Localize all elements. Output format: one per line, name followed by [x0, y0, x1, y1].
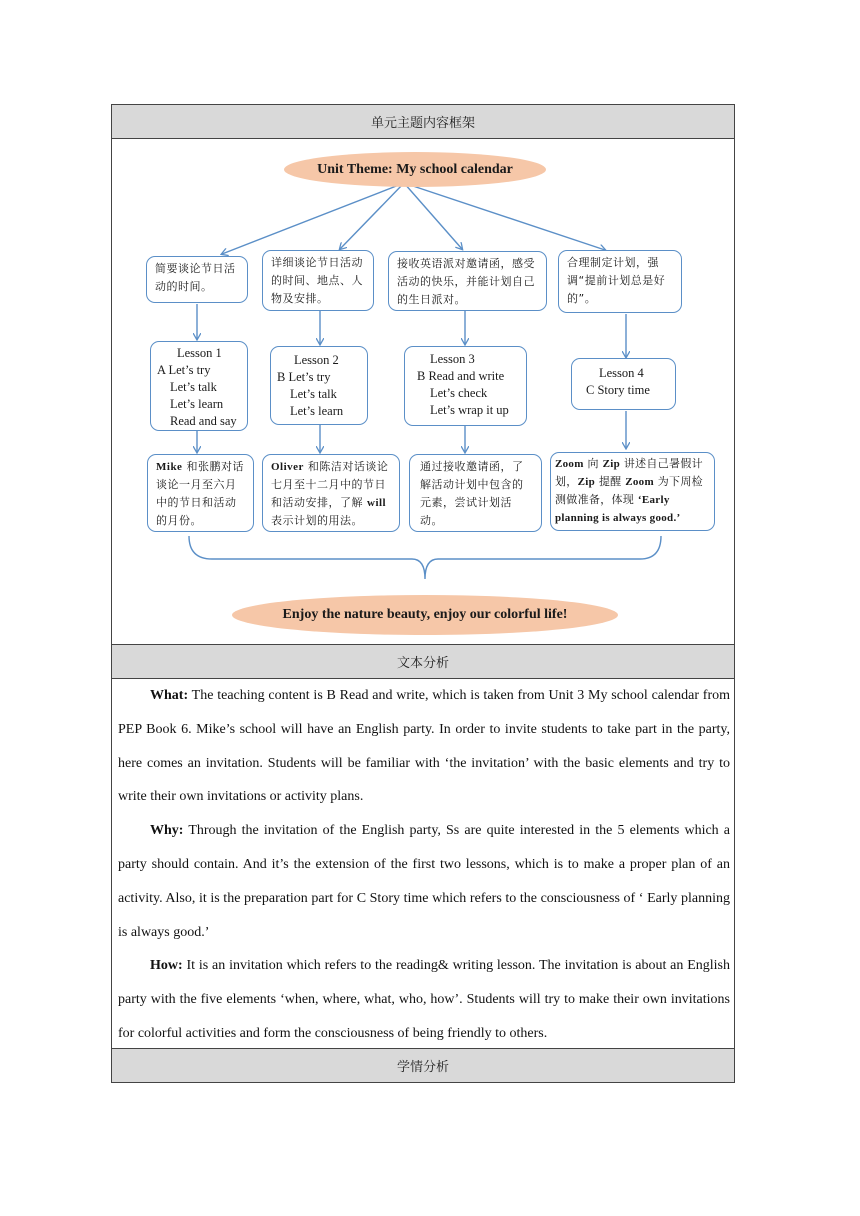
- detail-2-text-end: 表示计划的用法。: [271, 514, 363, 527]
- lesson-1-item: Read and say: [170, 414, 237, 428]
- unit-framework-diagram: [112, 139, 734, 644]
- goal-text-1: 简要谈论节日活动的时间。: [155, 262, 236, 293]
- what-paragraph: [118, 679, 730, 814]
- summary-brace: [189, 536, 661, 579]
- lesson-2-title: Lesson 2: [294, 353, 339, 367]
- why-label: Why:: [150, 823, 184, 839]
- why-text: Through the invitation of the English party, Ss are quite interested in the 5 elements which a party should contain. And it’s the extension of the first two lessons, which is to make a proper plan of an activity. Also, it is the preparation part for C Story time which refers to the consciousness of ‘ Early planning is always good.’: [118, 823, 730, 940]
- lesson-1-item: A Let’s try: [157, 363, 211, 377]
- lesson-4-item: C Story time: [586, 383, 650, 397]
- lesson-plan-table: [111, 104, 735, 1083]
- summary-theme-oval: [232, 595, 618, 635]
- detail-1-name: Mike: [156, 461, 183, 473]
- how-paragraph: [118, 949, 730, 1050]
- lesson-box-2: [270, 346, 368, 425]
- how-text: It is an invitation which refers to the reading& writing lesson. The invitation is about an English party with the five elements ‘when, where, what, who, how’. Students will try to make their own invitations for colorful activities and form the consciousness of being friendly to others.: [118, 958, 730, 1041]
- framework-header: [112, 105, 734, 139]
- detail-box-3: [409, 454, 542, 532]
- unit-theme-text: Unit Theme: My school calendar: [317, 161, 513, 177]
- lesson-2-item: Let’s learn: [290, 404, 344, 418]
- detail-4-name: Zoom: [555, 458, 584, 470]
- detail-4-name-4: Zoom: [625, 476, 654, 488]
- how-label: How:: [150, 958, 183, 974]
- lesson-3-item: Let’s wrap it up: [430, 403, 509, 417]
- goal-box-1: [146, 256, 248, 303]
- detail-4-text-3: 提醒: [595, 475, 626, 488]
- detail-4-name-3: Zip: [577, 476, 596, 488]
- goal-text-4: 合理制定计划，强调“提前计划总是好的”。: [567, 256, 666, 305]
- detail-2-text: 和陈洁对话谈论七月至十二月中的节日和活动安排，了解: [271, 460, 389, 509]
- goal-box-3: [388, 251, 547, 311]
- detail-4-name-2: Zip: [602, 458, 621, 470]
- lesson-2-item: B Let’s try: [277, 370, 331, 384]
- lesson-3-title: Lesson 3: [430, 352, 475, 366]
- detail-4-text: 向: [583, 457, 603, 470]
- detail-4-text-4: 为下周检测做准备，体现: [555, 475, 703, 506]
- text-analysis-body: [112, 679, 734, 1051]
- lesson-box-1: [150, 341, 248, 431]
- unit-theme-oval: [284, 152, 546, 187]
- learner-analysis-header: [112, 1048, 734, 1082]
- goal-text-2: 详细谈论节日活动的时间、地点、人物及安排。: [271, 256, 363, 305]
- text-analysis-header: [112, 644, 734, 679]
- framework-title: 单元主题内容框架: [370, 116, 475, 131]
- arrow-theme-goal-1: [222, 183, 404, 254]
- detail-box-1: [147, 454, 254, 532]
- lesson-2-item: Let’s talk: [290, 387, 337, 401]
- detail-4-text-2: 讲述自己暑假计划，: [555, 457, 703, 488]
- detail-2-name: Oliver: [271, 461, 304, 473]
- what-text: The teaching content is B Read and write, which is taken from Unit 3 My school calendar from PEP Book 6. Mike’s school will have an English party. In order to invite students to take part in the party, here comes an invitation. Students will be familiar with ‘the invitation’ with the basic elements and try to write their own invitations or activity plans.: [118, 688, 730, 805]
- lesson-3-item: B Read and write: [417, 369, 505, 383]
- detail-3-text: 通过接收邀请函，了解活动计划中包含的元素，尝试计划活动。: [420, 460, 524, 527]
- detail-box-2: [262, 454, 400, 532]
- lesson-1-title: Lesson 1: [177, 346, 222, 360]
- why-paragraph: [118, 814, 730, 949]
- goal-box-2: [262, 250, 374, 311]
- detail-4-quote: ‘Early planning is always good.’: [555, 494, 681, 524]
- detail-2-keyword: will: [367, 497, 387, 509]
- lesson-1-item: Let’s learn: [170, 397, 224, 411]
- lesson-box-4: [571, 358, 676, 410]
- text-analysis-title: 文本分析: [396, 656, 449, 671]
- lesson-1-item: Let’s talk: [170, 380, 217, 394]
- detail-1-text: 和张鹏对话谈论一月至六月中的节日和活动的月份。: [156, 460, 244, 527]
- learner-analysis-title: 学情分析: [396, 1060, 449, 1075]
- goal-text-3: 接收英语派对邀请函，感受活动的快乐，并能计划自己的生日派对。: [397, 257, 535, 306]
- what-label: What:: [150, 688, 189, 703]
- arrow-theme-goal-2: [340, 183, 404, 249]
- detail-box-4: [550, 452, 715, 531]
- goal-box-4: [558, 250, 682, 313]
- lesson-3-item: Let’s check: [430, 386, 488, 400]
- lesson-4-title: Lesson 4: [599, 366, 644, 380]
- summary-theme-text: Enjoy the nature beauty, enjoy our colorful life!: [282, 607, 568, 622]
- lesson-box-3: [404, 346, 527, 426]
